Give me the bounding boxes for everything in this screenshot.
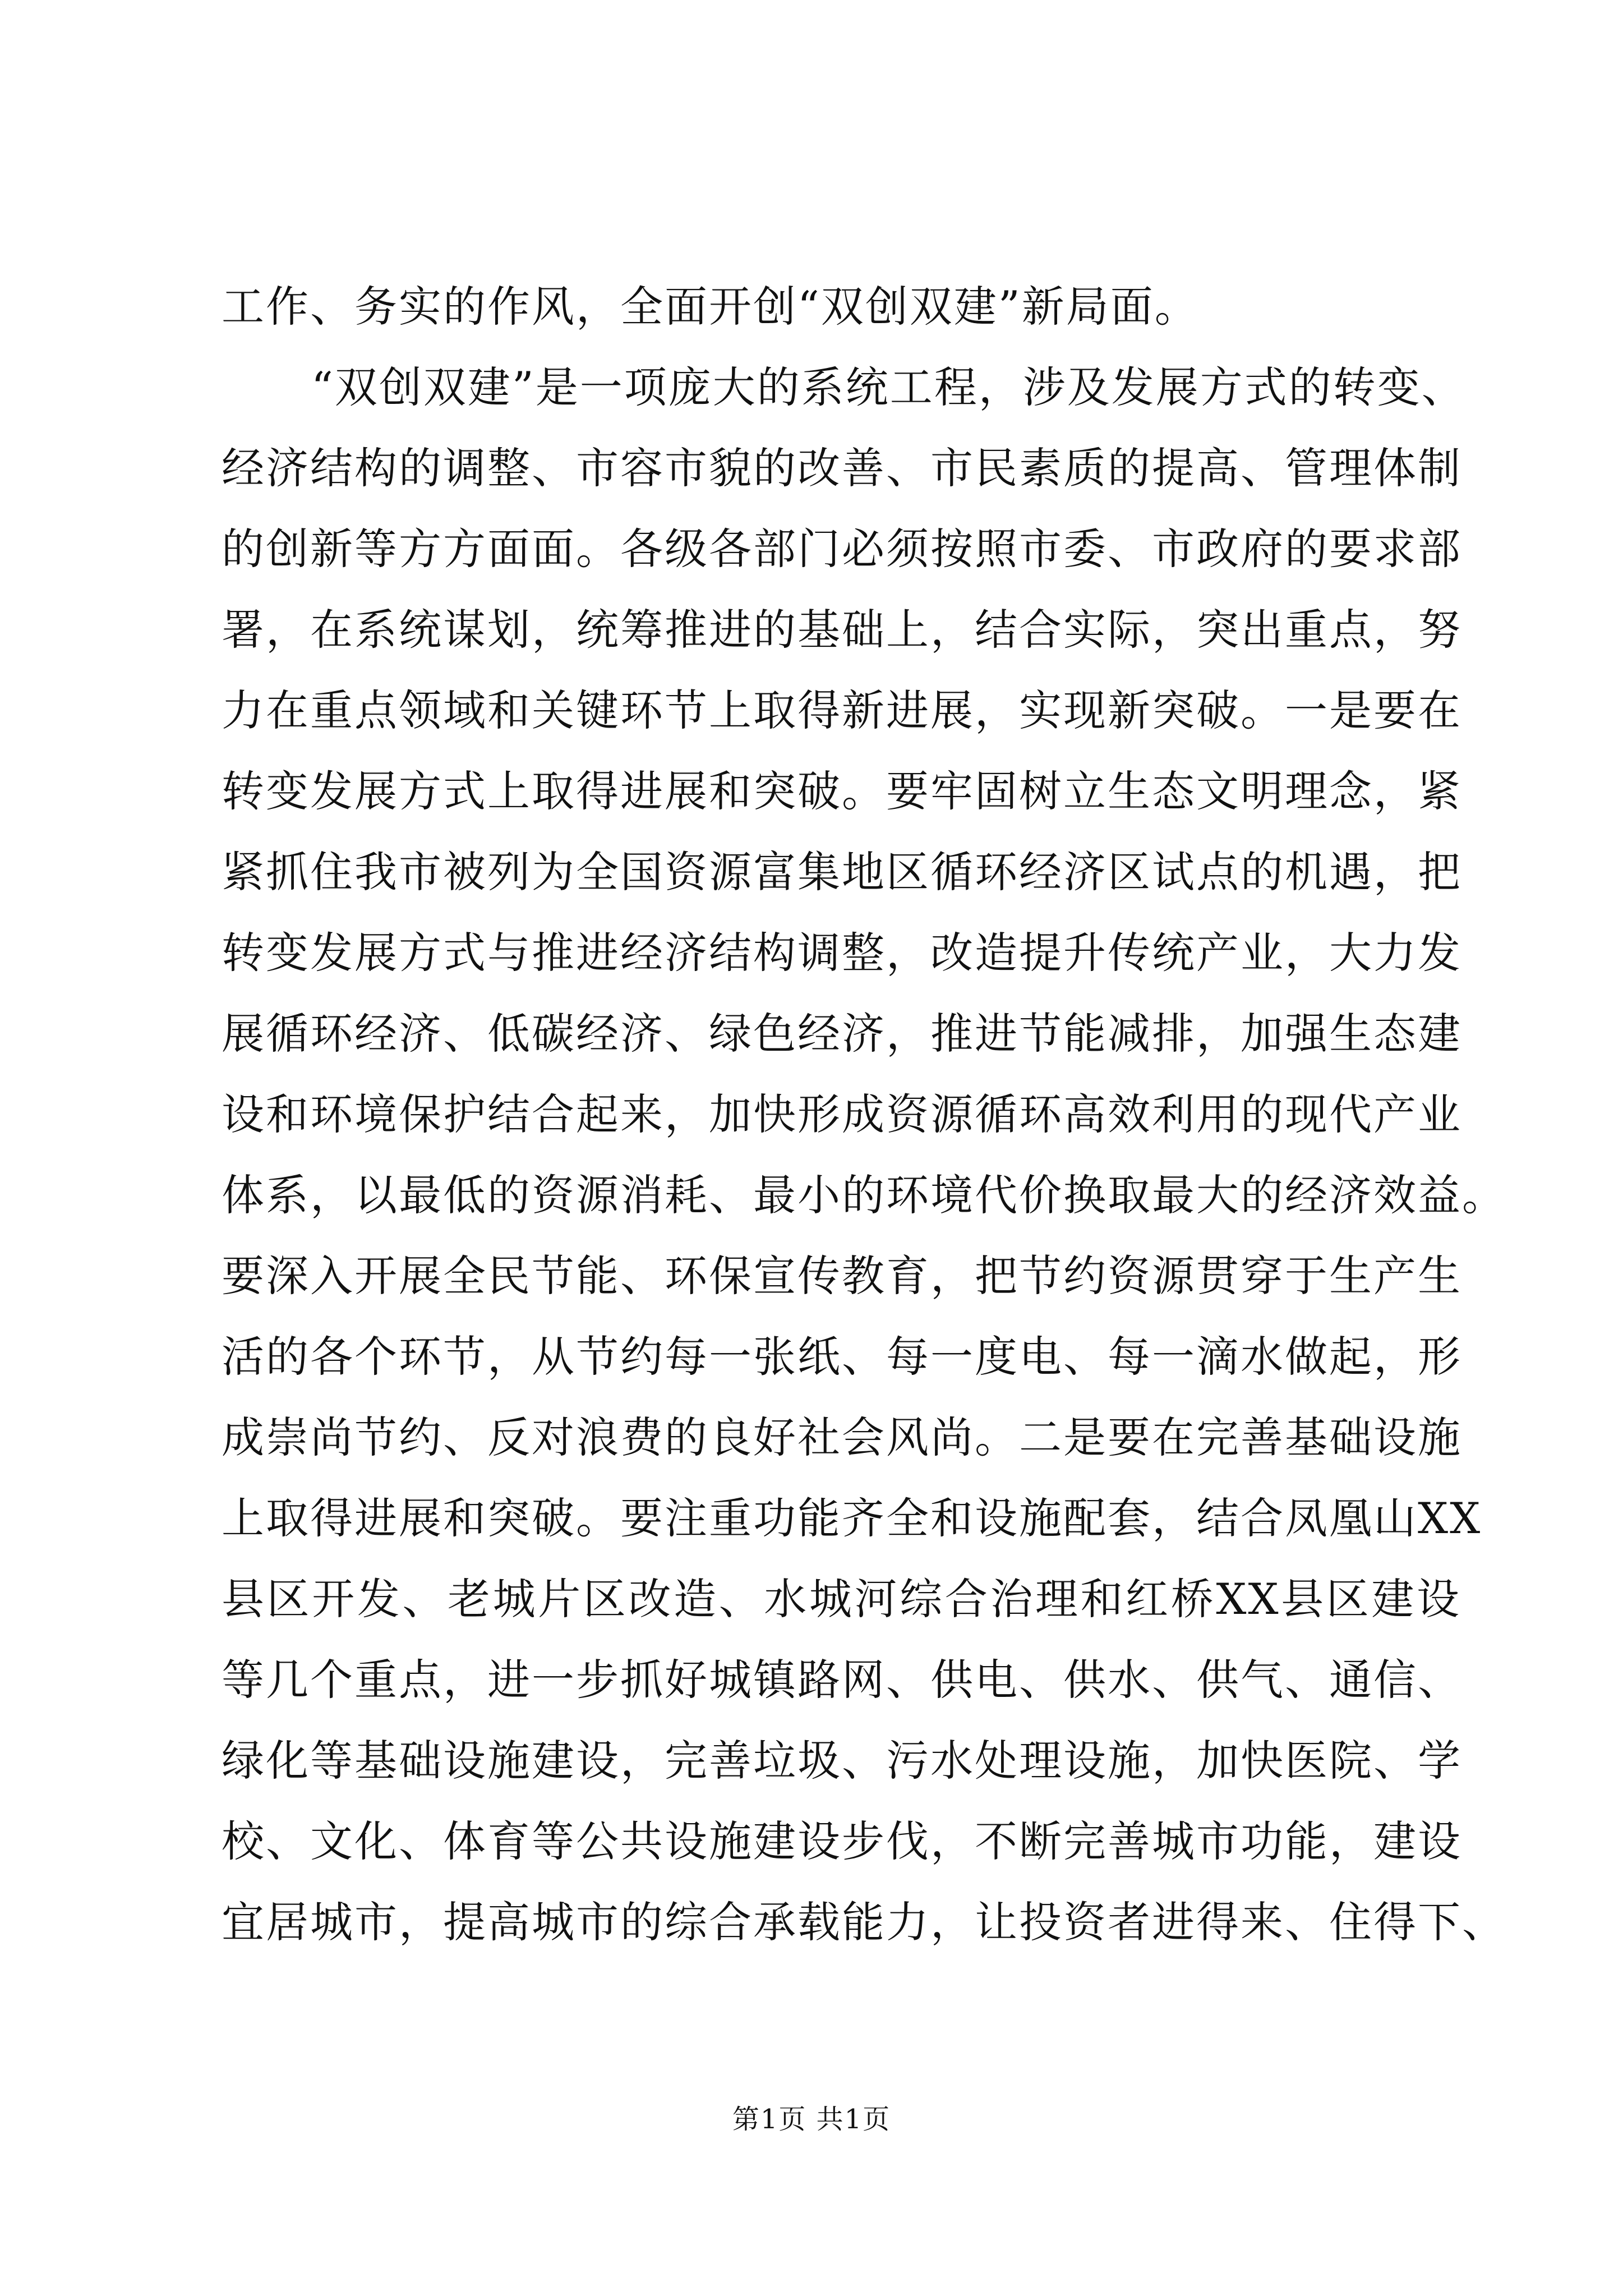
- paragraph-first-line: “双创双建”是一项庞大的系统工程，涉及发展方式的转变、: [311, 362, 1466, 412]
- text-line: 校、文化、体育等公共设施建设步伐，不断完善城市功能，建设: [222, 1816, 1462, 1866]
- text-line: 上取得进展和突破。要注重功能齐全和设施配套，结合凤凰山XX: [222, 1493, 1482, 1543]
- page-number-footer: 第1页 共1页: [732, 2104, 891, 2135]
- text-line: 工作、务实的作风，全面开创“双创双建”新局面。: [222, 282, 1199, 332]
- text-line: 署，在系统谋划，统筹推进的基础上，结合实际，突出重点，努: [222, 605, 1462, 655]
- text-line: 经济结构的调整、市容市貌的改善、市民素质的提高、管理体制: [222, 443, 1462, 493]
- text-line: 力在重点领域和关键环节上取得新进展，实现新突破。一是要在: [222, 685, 1462, 735]
- text-line: 要深入开展全民节能、环保宣传教育，把节约资源贯穿于生产生: [222, 1251, 1462, 1301]
- text-line: 展循环经济、低碳经济、绿色经济，推进节能减排，加强生态建: [222, 1009, 1462, 1059]
- text-line: 活的各个环节，从节约每一张纸、每一度电、每一滴水做起，形: [222, 1332, 1462, 1382]
- text-line: 紧抓住我市被列为全国资源富集地区循环经济区试点的机遇，把: [222, 847, 1462, 897]
- text-line: 县区开发、老城片区改造、水城河综合治理和红桥XX县区建设: [222, 1574, 1461, 1624]
- text-line: 成崇尚节约、反对浪费的良好社会风尚。二是要在完善基础设施: [222, 1412, 1462, 1462]
- text-line: 转变发展方式上取得进展和突破。要牢固树立生态文明理念，紧: [222, 766, 1462, 816]
- text-line: 绿化等基础设施建设，完善垃圾、污水处理设施，加快医院、学: [222, 1736, 1462, 1786]
- text-line: 设和环境保护结合起来，加快形成资源循环高效利用的现代产业: [222, 1089, 1462, 1139]
- text-line: 的创新等方方面面。各级各部门必须按照市委、市政府的要求部: [222, 524, 1462, 574]
- text-line: 转变发展方式与推进经济结构调整，改造提升传统产业，大力发: [222, 928, 1462, 978]
- text-line: 等几个重点，进一步抓好城镇路网、供电、供水、供气、通信、: [222, 1655, 1462, 1705]
- text-line: 宜居城市，提高城市的综合承载能力，让投资者进得来、住得下、: [222, 1897, 1506, 1947]
- text-line: 体系，以最低的资源消耗、最小的环境代价换取最大的经济效益。: [222, 1170, 1506, 1220]
